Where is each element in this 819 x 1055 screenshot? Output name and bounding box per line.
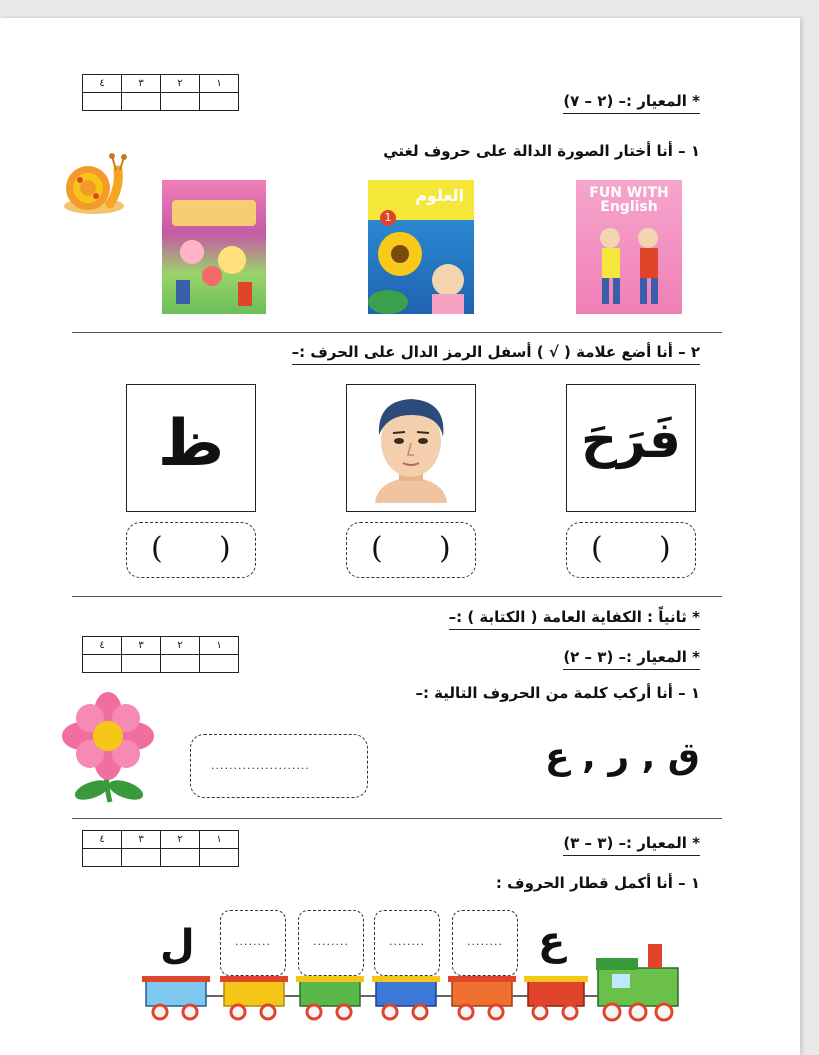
answer-box-word[interactable]: ( ): [566, 522, 696, 578]
score-cell[interactable]: [200, 93, 239, 111]
score-table-1: [82, 74, 239, 111]
score-header: ٣: [122, 637, 161, 655]
symbol-word: فَرَحَ: [581, 411, 681, 469]
question-1-1: ١ – أنا أختار الصورة الدالة على حروف لغتي: [383, 142, 700, 160]
symbol-box-face[interactable]: [346, 384, 476, 512]
flower-icon: [60, 690, 156, 806]
score-cell[interactable]: [122, 655, 161, 673]
answer-box-letter[interactable]: ( ): [126, 522, 256, 578]
train-icon: [140, 940, 686, 1026]
criterion-3: * المعيار :– (٣ – ٣): [563, 834, 700, 856]
section-2-title: * ثانياً : الكفاية العامة ( الكتابة ) :–: [449, 608, 700, 630]
score-header: ٤: [83, 831, 122, 849]
science-book-number: 1: [380, 210, 396, 226]
boy-face-icon: [347, 385, 475, 511]
snail-icon: [58, 148, 130, 220]
train-last-letter: ل: [160, 922, 195, 968]
score-header: ٤: [83, 75, 122, 93]
score-header: ٤: [83, 637, 122, 655]
train-first-letter: ع: [538, 918, 566, 964]
section-divider: [72, 596, 722, 597]
score-cell[interactable]: [83, 849, 122, 867]
score-header: ٣: [122, 831, 161, 849]
score-header: ١: [200, 831, 239, 849]
english-book-cover-icon[interactable]: [576, 180, 682, 314]
score-header: ١: [200, 75, 239, 93]
score-header: ٣: [122, 75, 161, 93]
question-3-1: ١ – أنا أكمل قطار الحروف :: [495, 874, 700, 892]
score-cell[interactable]: [83, 93, 122, 111]
train-blank-1[interactable]: ........: [452, 910, 518, 976]
worksheet-page: [0, 18, 800, 1055]
score-cell[interactable]: [122, 93, 161, 111]
score-cell[interactable]: [200, 849, 239, 867]
question-1-2: ٢ – أنا أضع علامة ( √ ) أسفل الرمز الدال على الحرف :–: [292, 343, 700, 365]
score-header: ٢: [161, 75, 200, 93]
section-divider: [72, 818, 722, 819]
given-letters: ق , ر , ع: [545, 736, 700, 777]
score-cell[interactable]: [83, 655, 122, 673]
criterion-1: * المعيار :– (٢ – ٧): [563, 92, 700, 114]
score-header: ٢: [161, 831, 200, 849]
score-cell[interactable]: [122, 849, 161, 867]
score-cell[interactable]: [161, 655, 200, 673]
train-blank-2[interactable]: ........: [374, 910, 440, 976]
score-cell[interactable]: [161, 849, 200, 867]
section-divider: [72, 332, 722, 333]
question-2-1: ١ – أنا أركب كلمة من الحروف التالية :–: [415, 684, 700, 702]
arabic-book-cover-icon[interactable]: [162, 180, 266, 314]
train-blank-4[interactable]: ........: [220, 910, 286, 976]
symbol-box-letter[interactable]: [126, 384, 256, 512]
science-book-title: العلوم: [415, 186, 464, 205]
score-cell[interactable]: [200, 655, 239, 673]
symbol-letter: ظ: [157, 407, 225, 481]
score-table-3: [82, 830, 239, 867]
symbol-box-word[interactable]: [566, 384, 696, 512]
train-blank-3[interactable]: ........: [298, 910, 364, 976]
score-table-2: [82, 636, 239, 673]
criterion-2: * المعيار :– (٣ – ٢): [563, 648, 700, 670]
word-answer-box[interactable]: ......................: [190, 734, 368, 798]
answer-box-face[interactable]: ( ): [346, 522, 476, 578]
science-book-cover-icon[interactable]: [368, 180, 474, 314]
score-cell[interactable]: [161, 93, 200, 111]
score-header: ١: [200, 637, 239, 655]
score-header: ٢: [161, 637, 200, 655]
english-book-title: FUN WITH English: [589, 185, 669, 215]
